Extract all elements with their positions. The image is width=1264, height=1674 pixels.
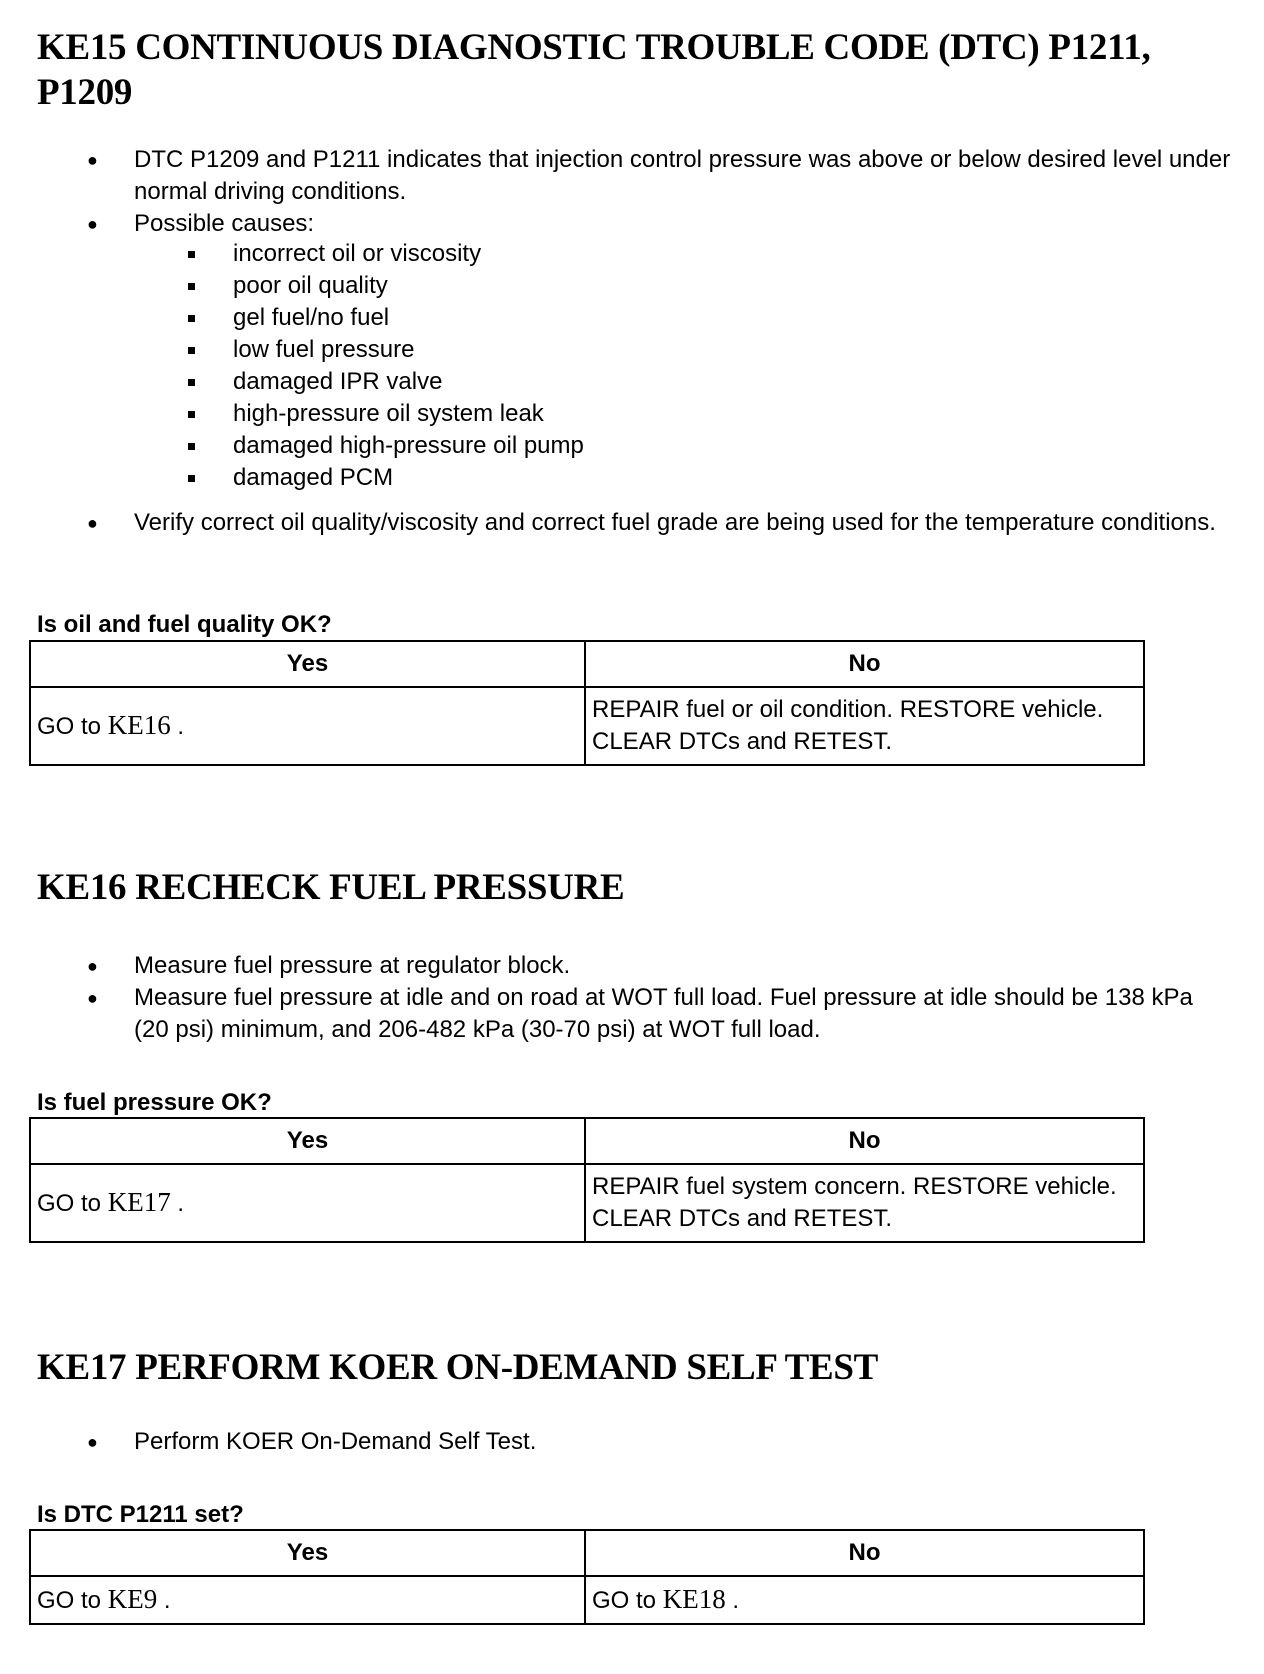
cause-item: high-pressure oil system leak <box>0 398 1264 430</box>
bullet-icon: ● <box>87 150 98 170</box>
list-item: ● Verify correct oil quality/viscosity and correct fuel grade are being used for the temperature conditions. <box>0 507 1264 539</box>
ke17-decision-table <box>29 1529 1145 1625</box>
ke17-title: KE17 PERFORM KOER ON-DEMAND SELF TEST <box>37 1347 879 1388</box>
list-item: ● Measure fuel pressure at regulator block. <box>0 950 1264 982</box>
bullet-icon: ● <box>87 1432 98 1452</box>
ke15-decision-table <box>29 640 1145 766</box>
goto-link[interactable]: KE17 <box>107 1187 171 1217</box>
square-bullet-icon <box>188 347 195 354</box>
square-bullet-icon <box>188 283 195 290</box>
no-cell: REPAIR fuel or oil condition. RESTORE vehicle. CLEAR DTCs and RETEST. <box>585 687 1144 765</box>
cause-item: damaged PCM <box>0 462 1264 494</box>
bullet-icon: ● <box>87 988 98 1008</box>
cause-item: damaged IPR valve <box>0 366 1264 398</box>
bullet-icon: ● <box>87 214 98 234</box>
square-bullet-icon <box>188 315 195 322</box>
goto-link[interactable]: KE9 <box>107 1584 158 1614</box>
ke15-bullets <box>0 144 1264 240</box>
square-bullet-icon <box>188 251 195 258</box>
ke16-question: Is fuel pressure OK? <box>37 1089 272 1116</box>
square-bullet-icon <box>188 411 195 418</box>
goto-link[interactable]: KE16 <box>107 710 171 740</box>
no-cell: REPAIR fuel system concern. RESTORE vehicle. CLEAR DTCs and RETEST. <box>585 1164 1144 1242</box>
ke15-causes <box>0 238 1264 494</box>
cause-item: gel fuel/no fuel <box>0 302 1264 334</box>
ke15-bullets-2 <box>0 507 1264 539</box>
no-header: No <box>585 1530 1144 1576</box>
bullet-icon: ● <box>87 956 98 976</box>
square-bullet-icon <box>188 475 195 482</box>
yes-cell[interactable]: GO to KE9 . <box>30 1576 585 1624</box>
ke16-bullets <box>0 950 1264 1046</box>
bullet-icon: ● <box>87 513 98 533</box>
ke17-question: Is DTC P1211 set? <box>37 1501 244 1528</box>
cause-item: low fuel pressure <box>0 334 1264 366</box>
ke16-title: KE16 RECHECK FUEL PRESSURE <box>37 867 625 908</box>
cause-item: damaged high-pressure oil pump <box>0 430 1264 462</box>
list-item: ● Measure fuel pressure at idle and on road at WOT full load. Fuel pressure at idle should be 138 kPa (20 psi) minimum, and 206-482 kPa (30-70 psi) at WOT full load. <box>87 984 1193 1043</box>
no-header: No <box>585 1118 1144 1164</box>
yes-header: Yes <box>30 1530 585 1576</box>
list-item: ● Perform KOER On-Demand Self Test. <box>0 1426 1264 1458</box>
ke15-question: Is oil and fuel quality OK? <box>37 611 332 638</box>
goto-link[interactable]: KE18 <box>662 1584 726 1614</box>
yes-cell[interactable]: GO to KE17 . <box>30 1164 585 1242</box>
cause-item: poor oil quality <box>0 270 1264 302</box>
cause-item: incorrect oil or viscosity <box>0 238 1264 270</box>
square-bullet-icon <box>188 379 195 386</box>
square-bullet-icon <box>188 443 195 450</box>
ke15-title: KE15 CONTINUOUS DIAGNOSTIC TROUBLE CODE (DTC) P1211, P1209 <box>37 27 1151 113</box>
list-item: ● DTC P1209 and P1211 indicates that injection control pressure was above or below desired level under normal driving conditions. <box>87 146 1231 205</box>
ke16-decision-table <box>29 1117 1145 1243</box>
yes-header: Yes <box>30 641 585 687</box>
yes-cell[interactable]: GO to KE16 . <box>30 687 585 765</box>
no-cell[interactable]: GO to KE18 . <box>585 1576 1144 1624</box>
list-item: ● Possible causes: <box>0 208 1264 240</box>
ke17-bullets <box>0 1426 1264 1458</box>
no-header: No <box>585 641 1144 687</box>
yes-header: Yes <box>30 1118 585 1164</box>
